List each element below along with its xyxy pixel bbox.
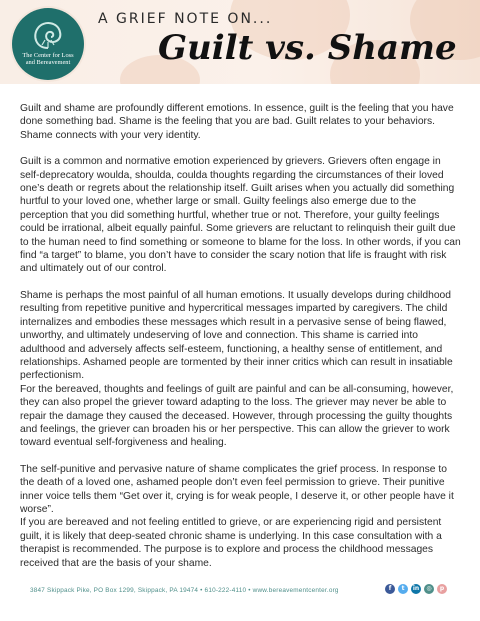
- linkedin-icon[interactable]: in: [412, 585, 420, 592]
- paragraph-intro: Guilt and shame are profoundly different emotions. In essence, guilt is the feeling that you have done something bad. Shame is the feeling that you are bad. Guilt relates to your behaviors. Shame connects with your very identity.: [20, 103, 454, 141]
- instagram-icon[interactable]: ◎: [424, 584, 434, 594]
- pinterest-icon[interactable]: p: [437, 584, 447, 594]
- kicker-text: A GRIEF NOTE ON...: [98, 11, 273, 27]
- paragraph-guilt: Guilt is a common and normative emotion experienced by grievers. Grievers often engage in self-deprecatory woulda, shoulda, coulda thoughts regarding the circumstances of their loved one’s death or regrets about the relationship itself. Guilt arises when you actually did something hurtful to your loved one, whether large or small. Guilty feelings also emerge due to the perception that you did something hurtful, whether true or not. Therefore, your guilty feelings could be irrational, albeit equally painful. Some grievers are reluctant to relinquish their guilt due to the human need to find something or someone to blame for the loss. In other words, if you can find “a target” to blame, you don’t have to consider the scary notion that life is fraught with risk and ultimately out of our control.: [20, 156, 461, 275]
- social-links: [385, 584, 450, 602]
- logo-line-2: and Bereavement: [25, 59, 71, 67]
- paragraph-bereaved-guilt: For the bereaved, thoughts and feelings of guilt are painful and can be all-consuming, however, they can also propel the griever toward adapting to the loss. The griever may never be able to repair the damage they caused the deceased. However, through processing the guilty thoughts and feelings, the griever can broaden his or her perspective. This can allow the griever to work toward eventual self-forgiveness and healing.: [20, 383, 454, 449]
- nautilus-shell-icon: [28, 14, 68, 52]
- page-title: Guilt vs. Shame: [158, 28, 457, 68]
- logo-line-1: The Center for Loss: [22, 52, 74, 59]
- paragraph-shame: Shame is perhaps the most painful of all human emotions. It usually develops during childhood resulting from repetitive punitive and hypercritical messages imparted by caregivers. The child internalizes and embodies these messages which result in a pervasive sense of being flawed, unworthy, and ultimately undeserving of love and connection. This shame is carried into adulthood and adversely affects self-esteem, functioning, a healthy sense of entitlement, and relationships. Ashamed people are tormented by their inner critics which can result in insatiable perfectionism.: [20, 289, 453, 382]
- header-banner: [0, 0, 480, 84]
- footer-contact: 3847 Skippack Pike, PO Box 1299, Skippack, PA 19474 • 610-222-4110 • www.bereavementcenter.org: [30, 587, 339, 594]
- logo-text: [16, 52, 80, 67]
- paragraph-shame-grief: The self-punitive and pervasive nature of shame complicates the grief process. In response to the death of a loved one, ashamed people don’t even feel permission to grieve. Their punitive inner voice tells them “Get over it, crying is for weak people, I deserve it, or other people have it worse”.: [20, 463, 454, 515]
- twitter-icon[interactable]: t: [398, 584, 408, 594]
- paragraph-recommendation: If you are bereaved and not feeling entitled to grieve, or are experiencing rigid and persistent guilt, it is likely that deep-seated chronic shame is underlying. In this case consultation with a therapist is recommended. The purpose is to explore and process the childhood messages received that are the basis of your shame.: [20, 517, 442, 569]
- article-body: [20, 102, 462, 570]
- facebook-icon[interactable]: f: [385, 584, 395, 594]
- center-logo[interactable]: [12, 8, 84, 80]
